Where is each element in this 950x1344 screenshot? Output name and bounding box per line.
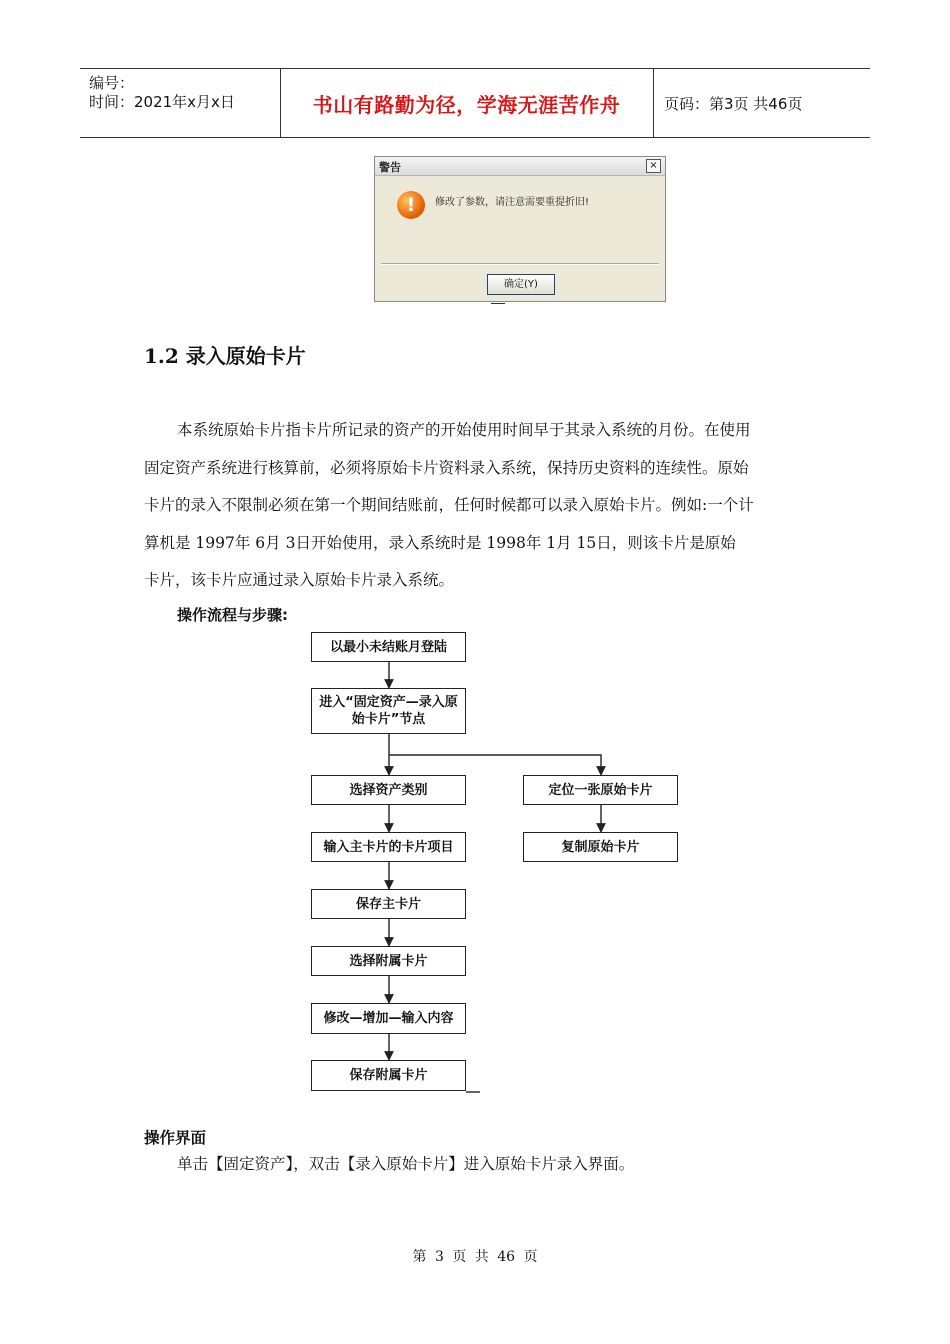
dialog-message: 修改了参数，请注意需要重提折旧! bbox=[435, 197, 590, 208]
flow-branch-arrow bbox=[389, 755, 601, 775]
page-footer bbox=[0, 1246, 950, 1266]
flow-step-copy-card: 复制原始卡片 bbox=[523, 832, 678, 862]
page-info: 页码：第3页 共46页 bbox=[664, 94, 803, 113]
ui-heading: 操作界面 bbox=[144, 1129, 207, 1147]
motto-text: 书山有路勤为径，学海无涯苦作舟 bbox=[312, 92, 621, 117]
paragraph-line: 算机是 1997年 6月 3日开始使用，录入系统时是 1998年 1月 15日，则该卡片是原始 bbox=[144, 533, 736, 552]
footer-text: 页 bbox=[523, 1249, 538, 1265]
flow-step-save-attached: 保存附属卡片 bbox=[311, 1060, 466, 1091]
paragraph-line: 卡片的录入不限制必须在第一个期间结账前，任何时候都可以录入原始卡片。例如:一个计 bbox=[144, 496, 754, 514]
flow-step-input-main: 输入主卡片的卡片项目 bbox=[311, 832, 466, 862]
flow-step-select-category: 选择资产类别 bbox=[311, 775, 466, 805]
paragraph-line: 固定资产系统进行核算前，必须将原始卡片资料录入系统，保持历史资料的连续性。原始 bbox=[144, 458, 749, 477]
flow-step-login: 以最小未结账月登陆 bbox=[311, 632, 466, 662]
ok-button[interactable]: 确定(Y) bbox=[487, 274, 555, 295]
ui-instructions: 单击【固定资产】，双击【录入原始卡片】进入原始卡片录入界面。 bbox=[177, 1155, 635, 1173]
footer-text: 页 bbox=[452, 1249, 467, 1265]
footer-page-number: 3 bbox=[434, 1249, 444, 1265]
ops-heading: 操作流程与步骤: bbox=[177, 606, 288, 624]
footer-total-pages: 46 bbox=[497, 1249, 516, 1265]
flow-step-locate-card: 定位一张原始卡片 bbox=[523, 775, 678, 805]
flow-step-save-main: 保存主卡片 bbox=[311, 889, 466, 919]
flow-step-modify-add: 修改—增加—输入内容 bbox=[311, 1003, 466, 1034]
footer-text: 共 bbox=[474, 1249, 489, 1265]
close-icon[interactable]: × bbox=[646, 159, 661, 173]
warning-icon: ! bbox=[397, 191, 425, 219]
footer-text: 第 bbox=[412, 1249, 427, 1265]
paragraph-line: 本系统原始卡片指卡片所记录的资产的开始使用时间早于其录入系统的月份。在使用 bbox=[177, 421, 751, 439]
flow-step-select-attached: 选择附属卡片 bbox=[311, 946, 466, 976]
dialog-title: 警告 bbox=[379, 161, 401, 174]
paragraph-line: 卡片，该卡片应通过录入原始卡片录入系统。 bbox=[144, 571, 455, 589]
date-line: 时间：2021年x月x日 bbox=[89, 93, 235, 111]
number-label: 编号： bbox=[89, 74, 135, 92]
section-title: 1.2 录入原始卡片 bbox=[144, 344, 306, 368]
flow-step-enter-node: 进入“固定资产—录入原始卡片”节点 bbox=[311, 688, 466, 734]
